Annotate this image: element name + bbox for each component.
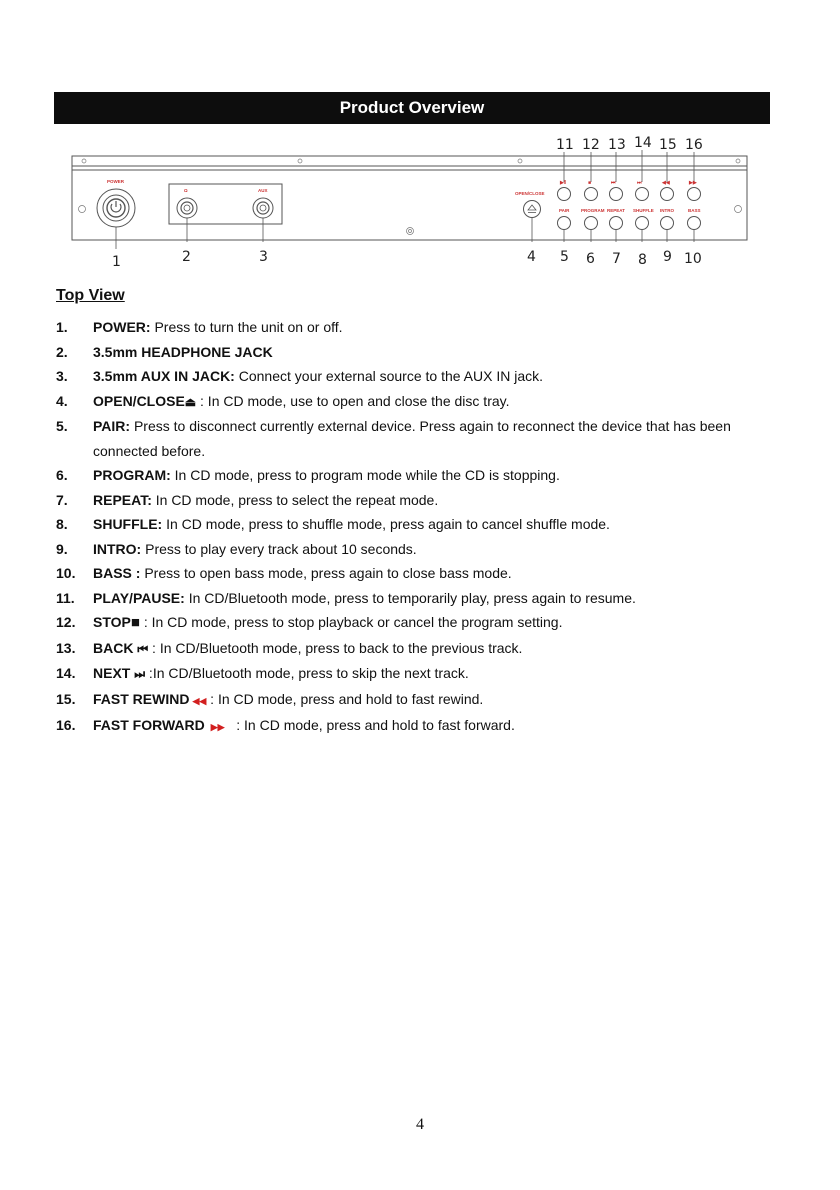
play-pause-symbol-icon: ▶‖ [560, 180, 567, 186]
callout-1: 1 [112, 254, 121, 270]
item-number: 11. [56, 589, 75, 606]
list-item [56, 586, 771, 611]
section-header-bar [54, 92, 770, 124]
section-header-title: Product Overview [339, 98, 485, 117]
bass-label: BASS [688, 208, 701, 213]
item-name: BASS : [93, 565, 141, 581]
panel-svg [54, 130, 770, 275]
item-description: : In CD mode, use to open and close the disc tray. [196, 392, 510, 409]
item-name: 3.5mm AUX IN JACK: [93, 368, 235, 384]
item-description: In CD mode, press to shuffle mode, press again to cancel shuffle mode. [162, 516, 610, 532]
item-name: SHUFFLE: [93, 516, 163, 532]
callout-13: 13 [608, 137, 626, 153]
item-description: Press to open bass mode, press again to close bass mode. [140, 565, 512, 581]
callout-6: 6 [586, 251, 595, 267]
stop-symbol-icon: ■ [588, 180, 592, 186]
item-number: 10. [56, 565, 76, 581]
power-button [97, 189, 135, 227]
item-number: 8. [56, 516, 68, 532]
fast-rewind-icon: ◀◀ [192, 695, 207, 706]
pair-label: PAIR [559, 208, 570, 213]
forward-symbol-icon: ▶▶ [689, 180, 697, 186]
item-description: Press to turn the unit on or off. [150, 319, 343, 335]
back-symbol-icon: ⏮ [611, 180, 616, 186]
callout-5: 5 [560, 249, 569, 265]
repeat-label: REPEAT [607, 208, 625, 213]
item-description: :In CD/Bluetooth mode, press to skip the next track. [145, 665, 469, 681]
item-description: : In CD/Bluetooth mode, press to back to the previous track. [148, 639, 523, 656]
item-description: Press to disconnect currently external device. Press again to reconnect the device that has been connected before. [93, 418, 731, 459]
item-number: 4. [56, 392, 68, 409]
item-description: : In CD mode, press and hold to fast rewind. [206, 690, 484, 707]
item-description: Connect your external source to the AUX IN jack. [234, 368, 544, 384]
list-item [56, 364, 771, 389]
list-item [56, 315, 771, 340]
top-button-row [558, 180, 701, 201]
item-name: INTRO: [93, 540, 142, 557]
previous-track-icon: ⏮ [137, 641, 149, 656]
bottom-leader-lines [116, 218, 694, 249]
product-panel-diagram [54, 130, 770, 275]
eject-icon: ⏏ [184, 394, 197, 409]
next-symbol-icon: ⏭ [637, 180, 642, 186]
item-name: PAIR: [93, 418, 131, 434]
callout-4: 4 [527, 249, 536, 265]
callout-3: 3 [259, 249, 268, 265]
item-description: In CD mode, press to program mode while the CD is stopping. [170, 467, 560, 483]
item-name: NEXT [93, 665, 135, 681]
list-item [56, 340, 771, 365]
fast-forward-icon: ▶▶ [210, 722, 225, 732]
open-close-button [524, 201, 541, 218]
list-item [56, 713, 771, 740]
item-number: 7. [56, 491, 68, 508]
item-number: 13. [56, 639, 76, 656]
aux-jack-icon [253, 198, 273, 218]
item-number: 1. [56, 319, 68, 335]
item-name: FAST REWIND [93, 690, 190, 707]
callout-15: 15 [659, 137, 677, 153]
item-name: REPEAT: [93, 491, 152, 508]
item-number: 9. [56, 540, 68, 557]
callout-12: 12 [582, 137, 600, 153]
item-name: STOP [93, 614, 131, 630]
item-name: 3.5mm HEADPHONE JACK [93, 343, 273, 360]
item-name: BACK [93, 639, 138, 656]
callout-9: 9 [663, 249, 672, 265]
item-number: 6. [56, 467, 68, 483]
item-name: FAST FORWARD [93, 717, 205, 733]
callout-8: 8 [638, 252, 647, 268]
headphone-label: Ω [184, 188, 188, 193]
callout-11: 11 [556, 137, 574, 153]
list-item [56, 636, 771, 662]
item-number: 14. [56, 665, 76, 681]
open-close-label: OPEN/CLOSE [515, 191, 545, 196]
item-number: 12. [56, 614, 76, 630]
list-item [56, 414, 771, 463]
item-number: 16. [56, 717, 76, 733]
list-item [56, 561, 771, 586]
item-number: 2. [56, 343, 68, 360]
item-number: 15. [56, 690, 76, 707]
bottom-button-row [558, 208, 701, 230]
stop-icon: ■ [130, 614, 140, 631]
callout-16: 16 [685, 137, 703, 153]
list-item [56, 488, 771, 513]
list-item [56, 610, 771, 636]
page-number: 4 [416, 1116, 424, 1133]
item-number: 3. [56, 368, 68, 384]
next-track-icon: ⏭ [134, 667, 146, 681]
aux-label: AUX [258, 188, 268, 193]
top-view-title: Top View [56, 287, 125, 304]
list-item [56, 463, 771, 488]
list-item [56, 512, 771, 537]
item-description: : In CD mode, press and hold to fast forward. [224, 717, 515, 733]
callout-2: 2 [182, 249, 191, 265]
item-name: POWER: [93, 319, 151, 335]
item-description: In CD/Bluetooth mode, press to temporarily play, press again to resume. [184, 589, 636, 606]
item-description: : In CD mode, press to stop playback or cancel the program setting. [139, 614, 563, 630]
list-item [56, 661, 771, 687]
item-description: In CD mode, press to select the repeat mode. [151, 491, 439, 508]
intro-label: INTRO [660, 208, 674, 213]
headphone-jack-icon [177, 198, 197, 218]
item-number: 5. [56, 418, 68, 434]
list-item [56, 389, 771, 415]
program-label: PROGRAM [581, 208, 605, 213]
callout-14: 14 [634, 135, 652, 151]
item-name: PROGRAM: [93, 467, 171, 483]
item-name: OPEN/CLOSE [93, 392, 185, 409]
item-description: Press to play every track about 10 seconds. [141, 540, 417, 557]
callout-7: 7 [612, 251, 621, 267]
feature-list [56, 315, 771, 740]
callout-10: 10 [684, 251, 702, 267]
rewind-symbol-icon: ◀◀ [662, 180, 670, 186]
power-label: POWER [107, 179, 125, 184]
list-item [56, 537, 771, 562]
item-name: PLAY/PAUSE: [93, 589, 185, 606]
list-item [56, 687, 771, 714]
shuffle-label: SHUFFLE [633, 208, 654, 213]
